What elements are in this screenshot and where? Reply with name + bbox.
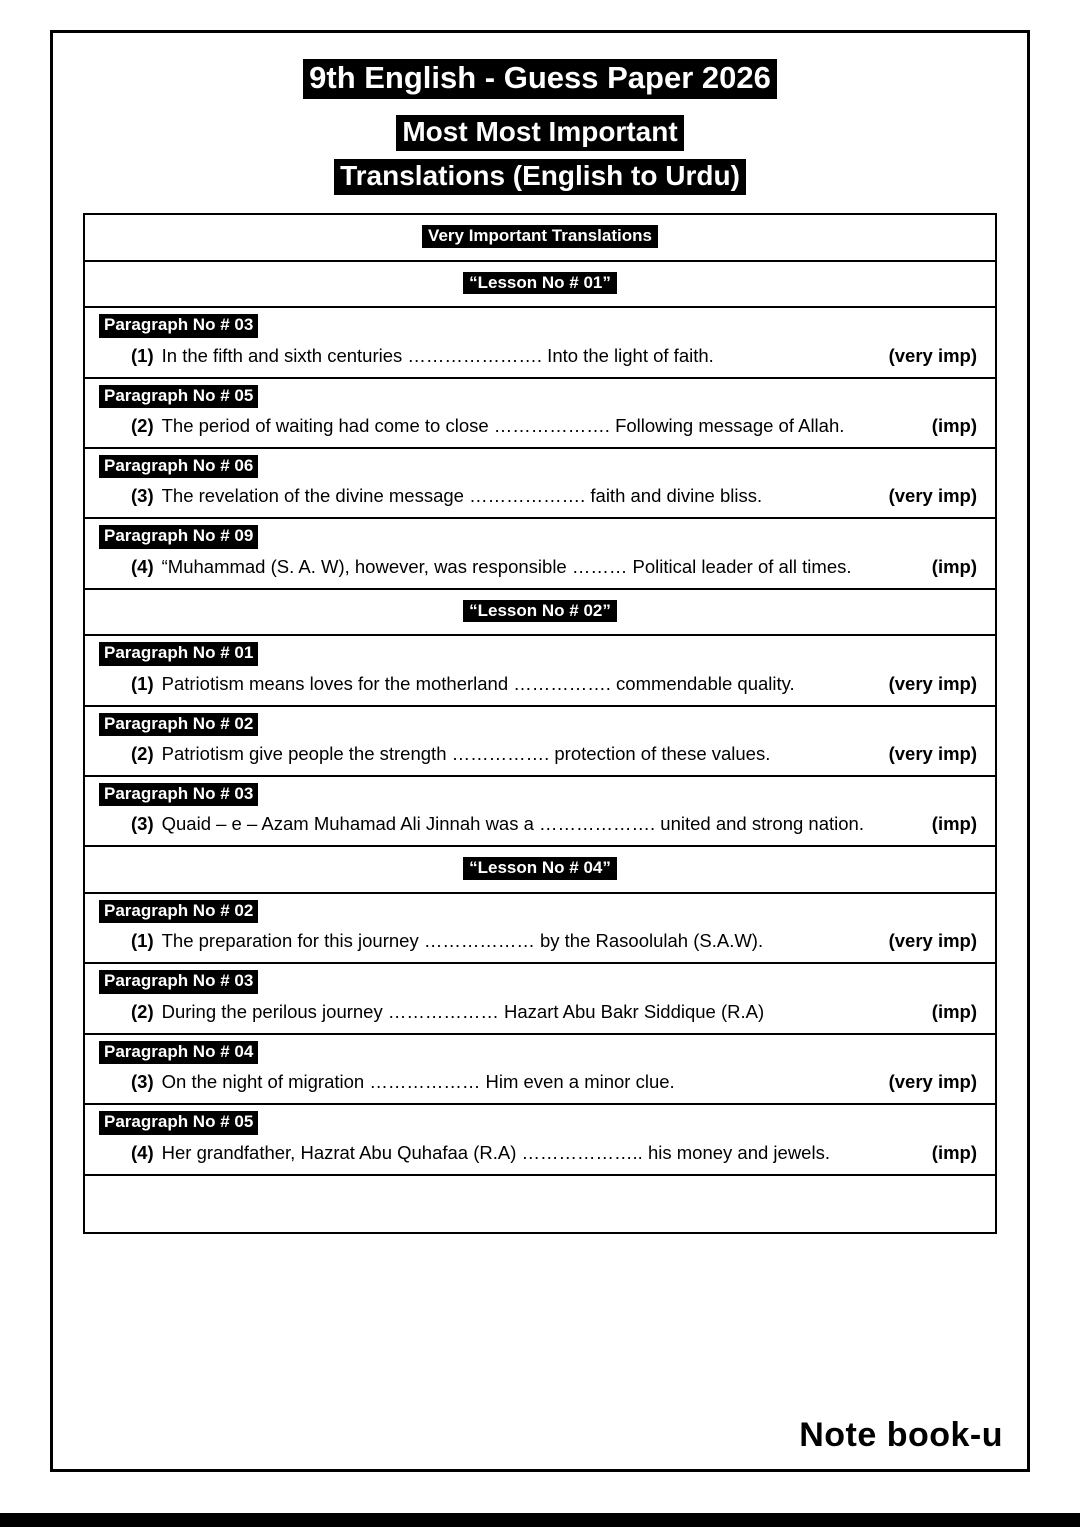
sentence-line [99, 1142, 981, 1164]
importance-badge: (very imp) [888, 1071, 977, 1093]
translation-row [85, 707, 995, 777]
importance-badge: (very imp) [888, 672, 977, 694]
sentence-line [99, 930, 981, 952]
sentence-line [99, 813, 981, 835]
title-line-1-text: 9th English - Guess Paper 2026 [303, 59, 777, 99]
paragraph-label: Paragraph No # 05 [99, 385, 258, 408]
sentence-line [99, 415, 981, 437]
sentence-line [99, 556, 981, 578]
section-heading-row [85, 590, 995, 637]
footer-note: Note book-u [799, 1416, 1003, 1454]
paragraph-label: Paragraph No # 03 [99, 314, 258, 337]
importance-badge: (imp) [931, 813, 977, 835]
paragraph-label: Paragraph No # 01 [99, 642, 258, 665]
sentence-text: Her grandfather, Hazrat Abu Quhafaa (R.A) ……………….. his money and jewels. [161, 1141, 830, 1163]
paragraph-label: Paragraph No # 04 [99, 1041, 258, 1064]
translation-row [85, 777, 995, 847]
sentence-number: (3) [131, 813, 154, 835]
sentence-line [99, 1071, 981, 1093]
translation-row [85, 379, 995, 449]
sentence-text: During the perilous journey ……………… Hazart Abu Bakr Siddique (R.A) [161, 1000, 765, 1022]
sentence-text: The revelation of the divine message ………………. faith and divine bliss. [161, 485, 763, 507]
importance-badge: (imp) [931, 555, 977, 577]
title-line-2-text: Most Most Important [396, 115, 683, 151]
importance-badge: (very imp) [888, 344, 977, 366]
paragraph-label: Paragraph No # 03 [99, 783, 258, 806]
sentence-text: In the fifth and sixth centuries …………………. Into the light of faith. [161, 344, 714, 366]
importance-badge: (very imp) [888, 930, 977, 952]
translation-row [85, 1035, 995, 1105]
sentence-number: (3) [131, 485, 154, 507]
section-heading-label: “Lesson No # 01” [463, 272, 617, 295]
importance-badge: (very imp) [888, 743, 977, 764]
translations-table [83, 213, 997, 1233]
sentence-number: (1) [131, 672, 154, 694]
section-heading-row [85, 847, 995, 894]
importance-badge: (imp) [931, 1141, 977, 1163]
empty-row [85, 1176, 995, 1232]
sentence-text: Quaid – e – Azam Muhamad Ali Jinnah was a ………………. united and strong nation. [161, 813, 864, 835]
title-line-3-text: Translations (English to Urdu) [334, 159, 746, 195]
page-frame [50, 30, 1030, 1472]
translation-row [85, 308, 995, 378]
page-bottom-bar [0, 1513, 1080, 1527]
paragraph-label: Paragraph No # 09 [99, 525, 258, 548]
paragraph-label: Paragraph No # 02 [99, 900, 258, 923]
sentence-number: (2) [131, 414, 154, 436]
section-heading-label: “Lesson No # 02” [463, 600, 617, 623]
title-line-2 [53, 115, 1027, 151]
sentence-line [99, 1001, 981, 1023]
section-heading-label: Very Important Translations [422, 225, 658, 248]
sentence-line [99, 485, 981, 507]
translation-row [85, 964, 995, 1034]
sentence-number: (2) [131, 1000, 154, 1022]
sentence-number: (3) [131, 1071, 154, 1093]
sentence-line [99, 345, 981, 367]
sentence-text: The period of waiting had come to close ………………. Following message of Allah. [161, 414, 845, 436]
translation-row [85, 449, 995, 519]
section-heading-row [85, 262, 995, 309]
section-heading-row [85, 215, 995, 262]
title-line-3 [53, 159, 1027, 195]
sentence-text: The preparation for this journey ……………… by the Rasoolulah (S.A.W). [161, 930, 764, 952]
importance-badge: (very imp) [888, 485, 977, 507]
section-heading-label: “Lesson No # 04” [463, 857, 617, 880]
sentence-line [99, 743, 981, 765]
paragraph-label: Paragraph No # 06 [99, 455, 258, 478]
sentence-number: (1) [131, 344, 154, 366]
sentence-text: Patriotism give people the strength ……………. protection of these values. [161, 743, 771, 764]
paragraph-label: Paragraph No # 03 [99, 970, 258, 993]
translation-row [85, 894, 995, 964]
importance-badge: (imp) [931, 1000, 977, 1022]
paragraph-label: Paragraph No # 02 [99, 713, 258, 736]
importance-badge: (imp) [931, 414, 977, 436]
translation-row [85, 519, 995, 589]
title-line-1 [53, 59, 1027, 99]
sentence-number: (4) [131, 1141, 154, 1163]
sentence-number: (4) [131, 555, 154, 577]
paragraph-label: Paragraph No # 05 [99, 1111, 258, 1134]
translation-row [85, 1105, 995, 1175]
sentence-line [99, 673, 981, 695]
document-title-block [53, 33, 1027, 195]
sentence-number: (1) [131, 930, 154, 952]
sentence-text: On the night of migration ……………… Him even a minor clue. [161, 1071, 675, 1093]
sentence-text: “Muhammad (S. A. W), however, was responsible ……… Political leader of all times. [161, 555, 852, 577]
sentence-number: (2) [131, 743, 154, 764]
sentence-text: Patriotism means loves for the motherland ……………. commendable quality. [161, 672, 795, 694]
translation-row [85, 636, 995, 706]
